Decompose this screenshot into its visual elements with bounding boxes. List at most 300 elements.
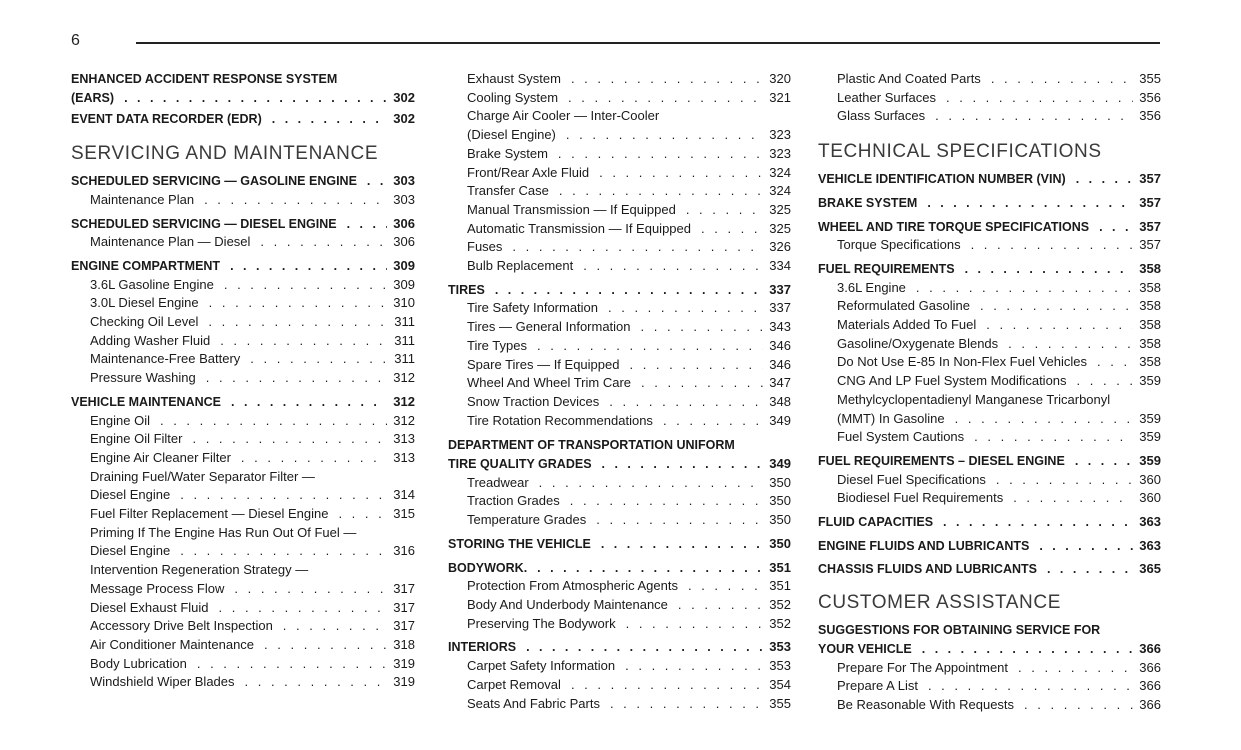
toc-entry-cont[interactable]	[448, 455, 791, 474]
entry-title: VEHICLE MAINTENANCE	[71, 394, 222, 409]
page-ref: 312	[393, 412, 415, 428]
toc-subentry[interactable]	[448, 238, 791, 257]
dot-leader	[916, 279, 1133, 298]
page-ref: 325	[769, 220, 791, 236]
entry-title: Manual Transmission — If Equipped	[467, 201, 676, 217]
entry-title: Fuel System Cautions	[837, 429, 965, 445]
toc-entry[interactable]	[818, 260, 1161, 279]
entry-title: Spare Tires — If Equipped	[467, 356, 620, 372]
dot-leader	[609, 393, 763, 412]
toc-subentry-cont[interactable]	[448, 126, 791, 145]
page-ref: 321	[769, 89, 791, 105]
page-ref: 353	[769, 639, 791, 655]
dot-leader	[495, 281, 763, 300]
toc-subentry-cont[interactable]	[71, 542, 415, 561]
dot-leader	[1013, 489, 1133, 508]
entry-title: Front/Rear Axle Fluid	[467, 164, 590, 180]
toc-subentry[interactable]	[71, 233, 415, 252]
entry-title: Glass Surfaces	[837, 108, 926, 124]
entry-title: SCHEDULED SERVICING — DIESEL ENGINE	[71, 216, 337, 231]
toc-subentry[interactable]	[818, 677, 1161, 696]
page-ref: 358	[1139, 354, 1161, 370]
toc-subentry[interactable]	[71, 617, 415, 636]
entry-title: ENGINE COMPARTMENT	[71, 258, 221, 273]
entry-title: Wheel And Wheel Trim Care	[467, 375, 632, 391]
dot-leader	[539, 474, 764, 493]
entry-title: Carpet Removal	[467, 676, 561, 692]
page-ref: 324	[769, 183, 791, 199]
toc-subentry[interactable]	[71, 449, 415, 468]
dot-leader	[629, 356, 763, 375]
dot-leader	[571, 676, 763, 695]
toc-subentry[interactable]	[818, 659, 1161, 678]
page-ref: 358	[1139, 317, 1161, 333]
page-ref: 366	[1139, 640, 1161, 656]
entry-title: Materials Added To Fuel	[837, 317, 977, 333]
toc-subentry-cont[interactable]	[818, 410, 1161, 429]
entry-title: Accessory Drive Belt Inspection	[90, 618, 273, 634]
page-ref: 319	[393, 674, 415, 690]
dot-leader	[272, 110, 388, 129]
page-ref: 302	[393, 89, 415, 105]
entry-title: Leather Surfaces	[837, 89, 937, 105]
dot-leader	[986, 316, 1133, 335]
dot-leader	[250, 350, 388, 369]
dot-leader	[1047, 560, 1133, 579]
page-ref: 343	[769, 319, 791, 335]
page-ref: 350	[769, 512, 791, 528]
entry-title: 3.0L Diesel Engine	[90, 295, 199, 311]
entry-title: Air Conditioner Maintenance	[90, 636, 255, 652]
toc-entry[interactable]	[448, 559, 791, 578]
toc-subentry[interactable]	[448, 89, 791, 108]
toc-entry[interactable]	[448, 535, 791, 554]
page-ref: 311	[394, 332, 415, 348]
toc-subentry[interactable]	[448, 145, 791, 164]
page-ref: 359	[1139, 410, 1161, 426]
toc-subentry[interactable]	[818, 696, 1161, 715]
entry-title: Temperature Grades	[467, 512, 587, 528]
entry-title: EVENT DATA RECORDER (EDR)	[71, 112, 262, 127]
toc-column-1	[71, 70, 415, 692]
toc-subentry[interactable]	[448, 337, 791, 356]
toc-subentry[interactable]	[448, 695, 791, 714]
page-ref: 326	[769, 239, 791, 255]
toc-subentry[interactable]	[448, 676, 791, 695]
dot-leader	[558, 145, 763, 164]
entry-title: Brake System	[467, 145, 548, 161]
entry-title: Cooling System	[467, 89, 559, 105]
page-ref: 363	[1139, 514, 1161, 530]
page-ref: 317	[393, 580, 415, 596]
toc-subentry[interactable]	[448, 299, 791, 318]
toc-subentry[interactable]	[71, 294, 415, 313]
toc-subentry[interactable]	[448, 164, 791, 183]
toc-subentry[interactable]: Intervention Regeneration Strategy —	[90, 562, 309, 578]
entry-title: Diesel Exhaust Fluid	[90, 599, 209, 615]
entry-title: (Diesel Engine)	[467, 127, 556, 143]
toc-entry[interactable]	[71, 393, 415, 412]
dot-leader	[224, 276, 387, 295]
toc-entry-ears-cont[interactable]	[71, 89, 415, 108]
page-ref: 334	[769, 258, 791, 274]
toc-entry[interactable]	[818, 218, 1161, 237]
page-ref: 350	[769, 474, 791, 490]
toc-subentry[interactable]	[448, 657, 791, 676]
toc-subentry[interactable]	[71, 369, 415, 388]
entry-title: Fuel Filter Replacement — Diesel Engine	[90, 506, 329, 522]
page-ref: 337	[769, 300, 791, 316]
dot-leader	[927, 194, 1133, 213]
dot-leader	[568, 89, 763, 108]
dot-leader	[583, 257, 763, 276]
dot-leader	[641, 318, 764, 337]
page-ref: 346	[769, 356, 791, 372]
toc-subentry[interactable]	[448, 596, 791, 615]
entry-title: Tire Rotation Recommendations	[467, 412, 653, 428]
toc-subentry[interactable]	[448, 182, 791, 201]
page-ref: 357	[1139, 237, 1161, 253]
toc-subentry[interactable]	[448, 201, 791, 220]
page-ref: 355	[769, 695, 791, 711]
dot-leader	[570, 492, 764, 511]
toc-entry[interactable]	[448, 638, 791, 657]
entry-title: ENGINE FLUIDS AND LUBRICANTS	[818, 538, 1030, 553]
dot-leader	[602, 455, 764, 474]
page-ref: 360	[1139, 471, 1161, 487]
entry-title: Windshield Wiper Blades	[90, 674, 235, 690]
toc-subentry-cont[interactable]	[71, 580, 415, 599]
toc-subentry-cont[interactable]	[71, 486, 415, 505]
dot-leader	[1075, 452, 1133, 471]
dot-leader	[599, 164, 763, 183]
page-ref: 354	[769, 676, 791, 692]
dot-leader	[1097, 353, 1133, 372]
page-ref: 366	[1139, 659, 1161, 675]
toc-subentry[interactable]	[71, 636, 415, 655]
page-ref: 351	[769, 578, 791, 594]
page-ref: 313	[393, 449, 415, 465]
toc-subentry[interactable]	[448, 393, 791, 412]
dot-leader	[943, 513, 1133, 532]
toc-entry[interactable]	[818, 537, 1161, 556]
page-ref: 311	[394, 314, 415, 330]
dot-leader	[1024, 696, 1133, 715]
toc-subentry[interactable]	[818, 236, 1161, 255]
entry-title: Gasoline/Oxygenate Blends	[837, 335, 999, 351]
dot-leader	[1099, 218, 1133, 237]
toc-entry[interactable]: DEPARTMENT OF TRANSPORTATION UNIFORM	[448, 438, 735, 453]
toc-subentry[interactable]	[448, 615, 791, 634]
entry-title: STORING THE VEHICLE	[448, 536, 591, 551]
toc-subentry[interactable]	[448, 374, 791, 393]
section-heading-customer: CUSTOMER ASSISTANCE	[818, 592, 1061, 614]
dot-leader	[208, 313, 388, 332]
toc-subentry[interactable]	[71, 655, 415, 674]
page-ref: 366	[1139, 678, 1161, 694]
dot-leader	[974, 428, 1133, 447]
entry-title: Prepare For The Appointment	[837, 659, 1009, 675]
page-ref: 353	[769, 658, 791, 674]
page-ref: 358	[1139, 298, 1161, 314]
toc-subentry[interactable]	[818, 428, 1161, 447]
toc-subentry[interactable]	[448, 220, 791, 239]
page-ref: 318	[393, 636, 415, 652]
page-ref: 346	[769, 337, 791, 353]
dot-leader	[512, 238, 763, 257]
entry-title: Pressure Washing	[90, 370, 196, 386]
page-ref: 358	[1139, 260, 1161, 276]
toc-entry-edr[interactable]	[71, 110, 415, 129]
dot-leader	[537, 559, 763, 578]
entry-title: Diesel Fuel Specifications	[837, 471, 986, 487]
page-ref: 360	[1139, 490, 1161, 506]
page-ref: 365	[1139, 561, 1161, 577]
dot-leader	[1076, 170, 1134, 189]
page-ref: 363	[1139, 537, 1161, 553]
toc-subentry[interactable]	[71, 505, 415, 524]
entry-title: FUEL REQUIREMENTS	[818, 261, 955, 276]
dot-leader	[610, 695, 763, 714]
dot-leader	[971, 236, 1134, 255]
toc-entry[interactable]	[818, 560, 1161, 579]
page-ref: 357	[1139, 218, 1161, 234]
dot-leader	[625, 657, 763, 676]
toc-subentry[interactable]	[448, 492, 791, 511]
entry-title: Tires — General Information	[467, 319, 631, 335]
entry-title: Biodiesel Fuel Requirements	[837, 490, 1004, 506]
toc-subentry[interactable]	[448, 577, 791, 596]
entry-title: INTERIORS	[448, 640, 517, 655]
entry-title: CNG And LP Fuel System Modifications	[837, 373, 1067, 389]
entry-title: Maintenance Plan	[90, 191, 195, 207]
dot-leader	[220, 332, 388, 351]
entry-title: BRAKE SYSTEM	[818, 195, 918, 210]
dot-leader	[596, 511, 763, 530]
page-ref: 302	[393, 111, 415, 127]
toc-entry[interactable]	[71, 215, 415, 234]
toc-subentry[interactable]	[448, 474, 791, 493]
toc-subentry[interactable]	[818, 353, 1161, 372]
toc-subentry[interactable]	[818, 471, 1161, 490]
entry-title: Treadwear	[467, 474, 529, 490]
dot-leader	[991, 70, 1133, 89]
dot-leader	[1018, 659, 1133, 678]
toc-subentry[interactable]	[818, 89, 1161, 108]
entry-title: Exhaust System	[467, 71, 561, 86]
page-ref: 355	[1139, 71, 1161, 86]
toc-subentry[interactable]	[448, 257, 791, 276]
dot-leader	[928, 677, 1133, 696]
dot-leader	[230, 257, 387, 276]
dot-leader	[686, 201, 763, 220]
toc-subentry[interactable]	[818, 279, 1161, 298]
toc-entry[interactable]	[818, 170, 1161, 189]
dot-leader	[559, 182, 763, 201]
page-ref: 356	[1139, 108, 1161, 124]
entry-title: Snow Traction Devices	[467, 393, 600, 409]
entry-title: Adding Washer Fluid	[90, 332, 211, 348]
page-ref: 320	[769, 71, 791, 86]
dot-leader	[260, 233, 387, 252]
entry-title: Traction Grades	[467, 493, 560, 509]
entry-title: Do Not Use E-85 In Non-Flex Fuel Vehicles	[837, 354, 1087, 370]
dot-leader	[980, 297, 1133, 316]
toc-subentry[interactable]	[818, 372, 1161, 391]
toc-entry[interactable]: SUGGESTIONS FOR OBTAINING SERVICE FOR	[818, 623, 1101, 638]
dot-leader	[234, 580, 387, 599]
dot-leader	[701, 220, 763, 239]
toc-subentry[interactable]	[448, 511, 791, 530]
dot-leader	[608, 299, 763, 318]
dot-leader	[124, 89, 387, 108]
page-ref: 317	[393, 599, 415, 615]
entry-title: BODYWORK.	[448, 560, 528, 575]
section-heading-technical: TECHNICAL SPECIFICATIONS	[818, 141, 1102, 163]
toc-subentry[interactable]	[818, 335, 1161, 354]
toc-subentry[interactable]	[71, 412, 415, 431]
toc-entry[interactable]	[818, 513, 1161, 532]
dot-leader	[245, 673, 388, 692]
entry-title: (MMT) In Gasoline	[837, 410, 945, 426]
entry-title: Preserving The Bodywork	[467, 615, 616, 631]
entry-title: Bulb Replacement	[467, 258, 574, 274]
toc-entry[interactable]	[818, 452, 1161, 471]
dot-leader	[537, 337, 763, 356]
entry-title: Prepare A List	[837, 678, 918, 694]
page-ref: 359	[1139, 373, 1161, 389]
page-ref: 323	[769, 127, 791, 143]
entry-title: CHASSIS FLUIDS AND LUBRICANTS	[818, 562, 1037, 577]
toc-subentry[interactable]: Priming If The Engine Has Run Out Of Fuel —	[90, 524, 357, 540]
page-ref: 359	[1139, 429, 1161, 445]
page-ref: 323	[769, 145, 791, 161]
toc-column-2	[448, 70, 791, 713]
toc-subentry[interactable]	[448, 412, 791, 431]
page-ref: 337	[769, 281, 791, 297]
entry-title: Protection From Atmospheric Agents	[467, 578, 678, 594]
toc-subentry[interactable]	[71, 430, 415, 449]
entry-title: Diesel Engine	[90, 543, 171, 559]
dot-leader	[571, 70, 763, 89]
entry-title: Reformulated Gasoline	[837, 298, 970, 314]
dot-leader	[204, 191, 387, 210]
page-ref: 316	[393, 543, 415, 559]
page-ref: 309	[393, 276, 415, 292]
dot-leader	[526, 638, 763, 657]
toc-subentry[interactable]	[448, 318, 791, 337]
dot-leader	[965, 260, 1134, 279]
entry-title: FLUID CAPACITIES	[818, 515, 934, 530]
entry-title: Diesel Engine	[90, 487, 171, 503]
entry-title: Seats And Fabric Parts	[467, 695, 600, 711]
entry-title: Engine Air Cleaner Filter	[90, 449, 231, 465]
page-ref: 352	[769, 596, 791, 612]
toc-subentry[interactable]	[71, 673, 415, 692]
dot-leader	[601, 535, 763, 554]
dot-leader	[180, 542, 387, 561]
toc-subentry[interactable]	[818, 297, 1161, 316]
toc-subentry[interactable]	[818, 489, 1161, 508]
page-ref: 357	[1139, 194, 1161, 210]
toc-subentry[interactable]: Methylcyclopentadienyl Manganese Tricarbonyl	[837, 391, 1111, 407]
entry-title: Message Process Flow	[90, 580, 225, 596]
dot-leader	[180, 486, 387, 505]
page-ref: 314	[393, 487, 415, 503]
dot-leader	[1008, 335, 1133, 354]
page-ref: 358	[1139, 279, 1161, 295]
entry-title: Tire Types	[467, 337, 527, 353]
page-ref: 309	[393, 257, 415, 273]
dot-leader	[338, 505, 387, 524]
entry-title: Carpet Safety Information	[467, 658, 616, 674]
toc-entry[interactable]	[818, 194, 1161, 213]
entry-title: Transfer Case	[467, 183, 549, 199]
entry-title: Engine Oil Filter	[90, 431, 183, 447]
toc-subentry[interactable]	[448, 356, 791, 375]
entry-title: Automatic Transmission — If Equipped	[467, 220, 691, 236]
entry-title: FUEL REQUIREMENTS – DIESEL ENGINE	[818, 453, 1065, 468]
page-ref: 306	[393, 234, 415, 250]
toc-entry-cont[interactable]	[818, 640, 1161, 659]
page-number: 6	[71, 32, 80, 49]
entry-title: (EARS)	[71, 90, 115, 105]
toc-subentry[interactable]	[71, 313, 415, 332]
toc-entry[interactable]	[448, 281, 791, 300]
page-ref: 325	[769, 201, 791, 217]
dot-leader	[219, 599, 388, 618]
toc-subentry[interactable]: Charge Air Cooler — Inter-Cooler	[467, 108, 660, 124]
section-heading-servicing: SERVICING AND MAINTENANCE	[71, 143, 379, 165]
dot-leader	[922, 640, 1134, 659]
entry-title: YOUR VEHICLE	[818, 641, 912, 656]
page-ref: 311	[394, 351, 415, 367]
entry-title: TIRES	[448, 282, 485, 297]
entry-title: SCHEDULED SERVICING — GASOLINE ENGINE	[71, 174, 357, 189]
toc-entry[interactable]	[71, 172, 415, 191]
dot-leader	[678, 596, 763, 615]
page-ref: 315	[393, 506, 415, 522]
dot-leader	[566, 126, 763, 145]
entry-title: Maintenance-Free Battery	[90, 351, 241, 367]
dot-leader	[626, 615, 764, 634]
toc-subentry[interactable]	[71, 332, 415, 351]
page-ref: 358	[1139, 335, 1161, 351]
toc-subentry[interactable]	[71, 191, 415, 210]
dot-leader	[1039, 537, 1133, 556]
dot-leader	[935, 107, 1133, 126]
toc-subentry[interactable]	[818, 70, 1161, 89]
toc-subentry[interactable]	[71, 599, 415, 618]
toc-subentry[interactable]	[71, 276, 415, 295]
dot-leader	[231, 393, 387, 412]
dot-leader	[641, 374, 763, 393]
toc-entry-ears[interactable]: ENHANCED ACCIDENT RESPONSE SYSTEM	[71, 72, 338, 86]
toc-subentry[interactable]	[448, 70, 791, 89]
entry-title: 3.6L Engine	[837, 279, 906, 295]
toc-column-3	[818, 70, 1161, 715]
toc-subentry[interactable]	[818, 107, 1161, 126]
toc-subentry[interactable]	[71, 350, 415, 369]
dot-leader	[946, 89, 1133, 108]
dot-leader	[663, 412, 763, 431]
entry-title: TIRE QUALITY GRADES	[448, 457, 592, 472]
dot-leader	[197, 655, 387, 674]
toc-subentry[interactable]	[818, 316, 1161, 335]
dot-leader	[206, 369, 388, 388]
toc-entry[interactable]	[71, 257, 415, 276]
toc-subentry[interactable]: Draining Fuel/Water Separator Filter —	[90, 468, 315, 484]
